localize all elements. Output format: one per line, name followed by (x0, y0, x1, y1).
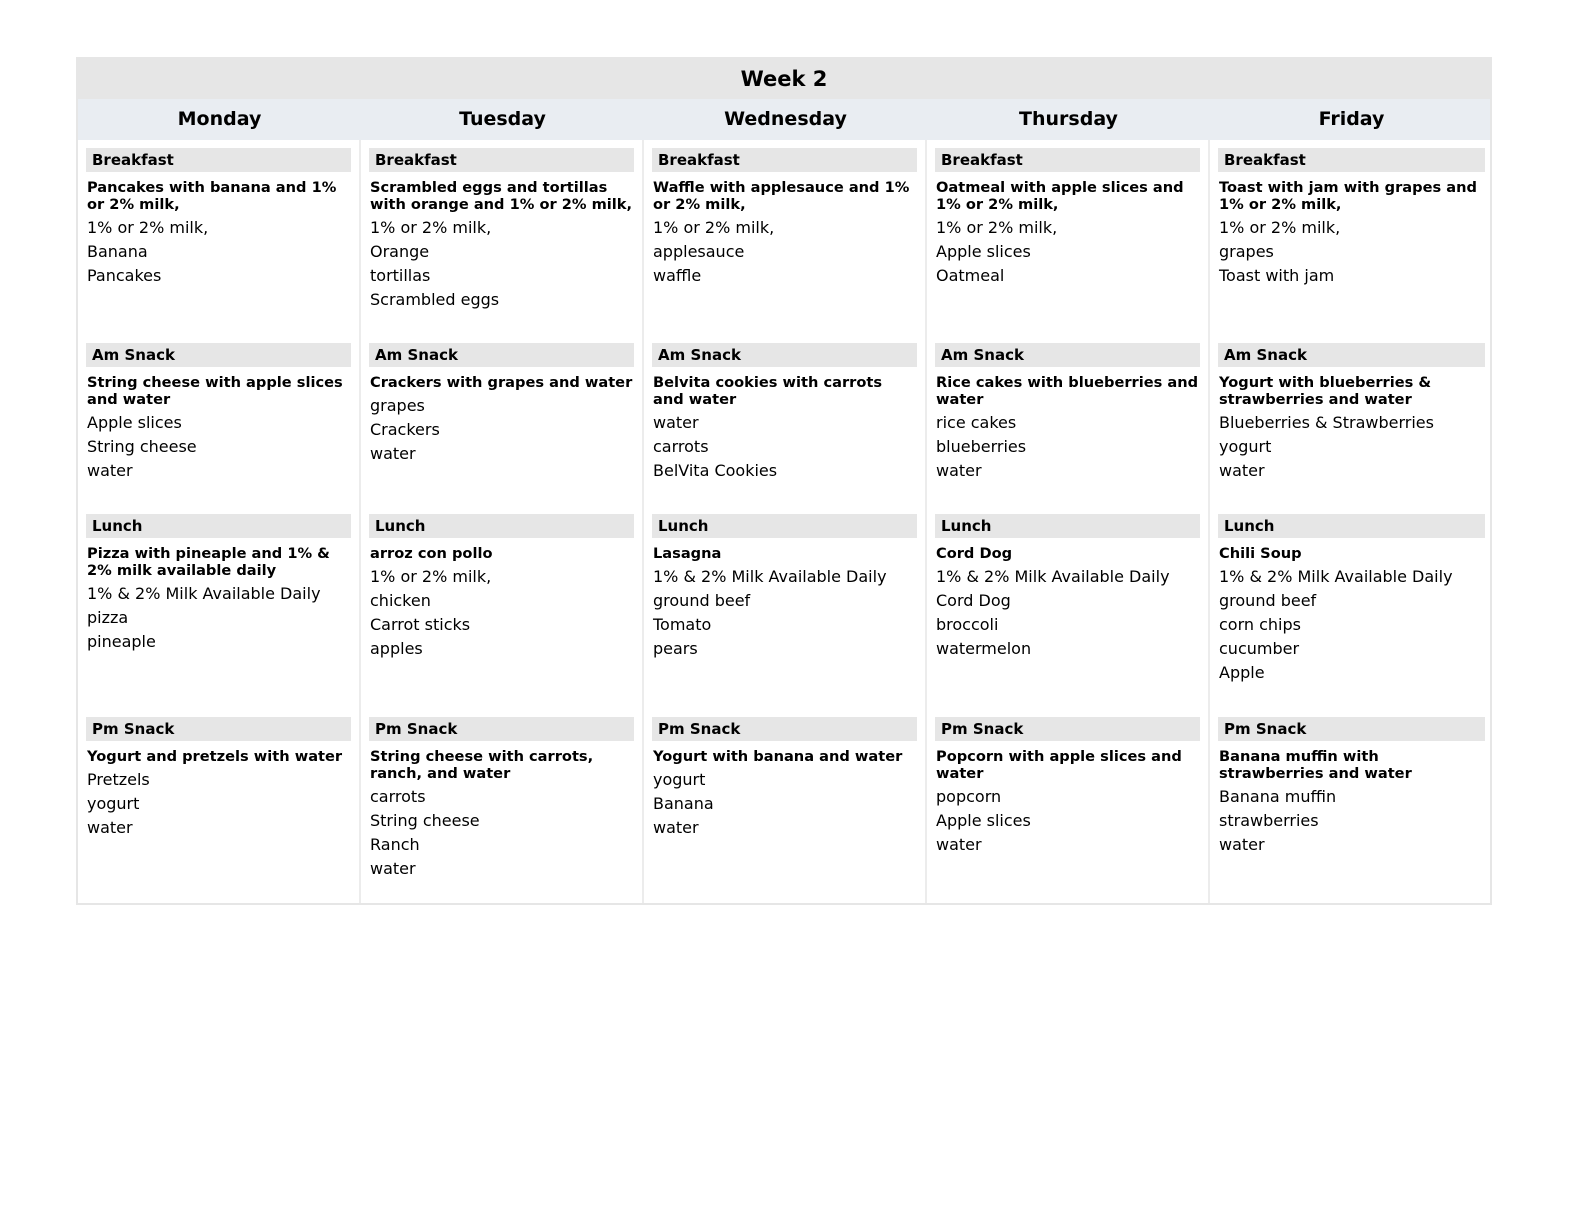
meal-item: applesauce (653, 242, 745, 261)
meal-item: Banana muffin (1219, 787, 1337, 806)
meal-title: Oatmeal with apple slices and 1% or 2% milk, (936, 179, 1184, 213)
meal-item: 1% or 2% milk, (87, 218, 209, 237)
meal-item: water (653, 818, 699, 837)
meal-block-am-snack (369, 343, 634, 466)
meal-item: grapes (370, 396, 425, 415)
meal-label: Pm Snack (1218, 717, 1485, 741)
meal-item: yogurt (87, 794, 140, 813)
meal-label: Am Snack (652, 343, 917, 367)
meal-block-lunch (1218, 514, 1485, 685)
meal-item: BelVita Cookies (653, 461, 778, 480)
meal-items-list (1218, 411, 1485, 483)
meal-title: Banana muffin with strawberries and water (1219, 748, 1412, 782)
meal-item: water (1219, 835, 1265, 854)
day-column-friday (1210, 140, 1493, 903)
meal-items-list (935, 565, 1200, 661)
meal-item: water (87, 818, 133, 837)
meal-items-list (86, 216, 351, 288)
meal-item: popcorn (936, 787, 1002, 806)
meal-item: rice cakes (936, 413, 1017, 432)
meal-item: Scrambled eggs (370, 290, 500, 309)
meal-items-list (86, 582, 351, 654)
meal-items-list (1218, 565, 1485, 685)
meal-title: Chili Soup (1219, 545, 1302, 562)
meal-title: Rice cakes with blueberries and water (936, 374, 1199, 408)
meal-item: Banana (87, 242, 148, 261)
meal-label: Breakfast (935, 148, 1200, 172)
meal-block-pm-snack (369, 717, 634, 881)
meal-label: Lunch (652, 514, 917, 538)
meal-items-list (86, 411, 351, 483)
meal-block-am-snack (86, 343, 351, 483)
day-column-wednesday (644, 140, 927, 903)
meal-items-list (935, 216, 1200, 288)
meal-item: water (370, 444, 416, 463)
meal-title: Yogurt and pretzels with water (87, 748, 343, 765)
weekly-menu-table (76, 57, 1492, 905)
meal-item: cucumber (1219, 639, 1300, 658)
meal-title: Belvita cookies with carrots and water (653, 374, 883, 408)
meal-label: Pm Snack (652, 717, 917, 741)
meal-title: Pizza with pineaple and 1% & 2% milk available daily (87, 545, 330, 579)
meal-items-list (1218, 785, 1485, 857)
meal-label: Lunch (1218, 514, 1485, 538)
day-header-friday: Friday (1318, 108, 1385, 130)
meal-item: 1% or 2% milk, (370, 567, 492, 586)
meal-item: String cheese (370, 811, 480, 830)
meal-title: Popcorn with apple slices and water (936, 748, 1182, 782)
meal-item: Blueberries & Strawberries (1219, 413, 1434, 432)
day-column-monday (78, 140, 361, 903)
meal-item: 1% or 2% milk, (653, 218, 775, 237)
meal-label: Am Snack (86, 343, 351, 367)
meal-item: pizza (87, 608, 129, 627)
meal-item: 1% or 2% milk, (1219, 218, 1341, 237)
meal-item: pineaple (87, 632, 156, 651)
meal-item: Oatmeal (936, 266, 1005, 285)
meal-block-am-snack (1218, 343, 1485, 483)
meal-item: pears (653, 639, 698, 658)
meal-items-list (369, 785, 634, 881)
meal-item: water (87, 461, 133, 480)
meal-title: Yogurt with banana and water (653, 748, 903, 765)
meal-title: Waffle with applesauce and 1% or 2% milk, (653, 179, 910, 213)
meal-item: Crackers (370, 420, 440, 439)
meal-item: tortillas (370, 266, 431, 285)
meal-label: Breakfast (652, 148, 917, 172)
meal-item: Apple slices (936, 811, 1031, 830)
meal-block-pm-snack (1218, 717, 1485, 857)
meal-items-list (369, 216, 634, 312)
meal-item: ground beef (1219, 591, 1317, 610)
meal-label: Lunch (369, 514, 634, 538)
meal-item: chicken (370, 591, 431, 610)
meal-label: Breakfast (369, 148, 634, 172)
meal-item: water (370, 859, 416, 878)
meal-item: corn chips (1219, 615, 1301, 634)
meal-title: String cheese with carrots, ranch, and water (370, 748, 594, 782)
meal-item: Ranch (370, 835, 420, 854)
day-header-thursday: Thursday (1019, 108, 1118, 130)
meal-items-list (935, 785, 1200, 857)
meal-item: water (653, 413, 699, 432)
meal-item: grapes (1219, 242, 1274, 261)
meal-title: Lasagna (653, 545, 722, 562)
meal-title: Pancakes with banana and 1% or 2% milk, (87, 179, 337, 213)
meal-items-list (652, 768, 917, 840)
meal-item: String cheese (87, 437, 197, 456)
meal-item: Toast with jam (1219, 266, 1335, 285)
meal-item: water (936, 461, 982, 480)
days-grid (78, 140, 1490, 903)
meal-item: Orange (370, 242, 430, 261)
meal-item: watermelon (936, 639, 1032, 658)
meal-block-pm-snack (935, 717, 1200, 857)
day-column-thursday (927, 140, 1210, 903)
meal-item: Banana (653, 794, 714, 813)
meal-item: 1% & 2% Milk Available Daily (653, 567, 887, 586)
meal-label: Am Snack (369, 343, 634, 367)
meal-block-am-snack (652, 343, 917, 483)
meal-block-breakfast (86, 148, 351, 288)
meal-item: blueberries (936, 437, 1027, 456)
meal-item: Tomato (653, 615, 712, 634)
meal-item: yogurt (1219, 437, 1272, 456)
meal-item: 1% & 2% Milk Available Daily (936, 567, 1170, 586)
meal-title: Yogurt with blueberries & strawberries and water (1219, 374, 1432, 408)
meal-item: water (1219, 461, 1265, 480)
meal-item: 1% & 2% Milk Available Daily (87, 584, 321, 603)
meal-block-am-snack (935, 343, 1200, 483)
meal-label: Lunch (86, 514, 351, 538)
meal-block-pm-snack (652, 717, 917, 840)
meal-items-list (369, 565, 634, 661)
meal-item: Carrot sticks (370, 615, 471, 634)
meal-items-list (652, 216, 917, 288)
meal-label: Pm Snack (86, 717, 351, 741)
meal-item: 1% & 2% Milk Available Daily (1219, 567, 1453, 586)
day-header-row (78, 99, 1490, 140)
meal-label: Breakfast (1218, 148, 1485, 172)
meal-title: Cord Dog (936, 545, 1013, 562)
meal-items-list (369, 394, 634, 466)
meal-block-breakfast (935, 148, 1200, 288)
meal-title: arroz con pollo (370, 545, 493, 562)
meal-label: Pm Snack (935, 717, 1200, 741)
meal-block-breakfast (1218, 148, 1485, 288)
meal-block-lunch (652, 514, 917, 661)
meal-item: yogurt (653, 770, 706, 789)
meal-block-lunch (935, 514, 1200, 661)
meal-items-list (935, 411, 1200, 483)
meal-item: ground beef (653, 591, 751, 610)
day-header-wednesday: Wednesday (724, 108, 847, 130)
meal-item: 1% or 2% milk, (936, 218, 1058, 237)
meal-block-pm-snack (86, 717, 351, 840)
day-header-monday: Monday (177, 108, 262, 130)
meal-item: water (936, 835, 982, 854)
meal-item: carrots (370, 787, 426, 806)
meal-item: Apple slices (936, 242, 1031, 261)
meal-title: Crackers with grapes and water (370, 374, 633, 391)
week-title: Week 2 (78, 59, 1490, 99)
meal-label: Breakfast (86, 148, 351, 172)
meal-item: apples (370, 639, 423, 658)
meal-item: Cord Dog (936, 591, 1011, 610)
meal-block-lunch (369, 514, 634, 661)
meal-item: waffle (653, 266, 702, 285)
meal-item: strawberries (1219, 811, 1319, 830)
meal-item: carrots (653, 437, 709, 456)
day-header-tuesday: Tuesday (459, 108, 546, 130)
meal-label: Am Snack (1218, 343, 1485, 367)
day-column-tuesday (361, 140, 644, 903)
meal-block-breakfast (652, 148, 917, 288)
meal-item: 1% or 2% milk, (370, 218, 492, 237)
meal-item: Apple (1219, 663, 1265, 682)
meal-title: Toast with jam with grapes and 1% or 2% milk, (1219, 179, 1477, 213)
meal-label: Pm Snack (369, 717, 634, 741)
meal-items-list (1218, 216, 1485, 288)
meal-items-list (652, 411, 917, 483)
meal-item: Apple slices (87, 413, 182, 432)
meal-block-lunch (86, 514, 351, 654)
meal-item: Pancakes (87, 266, 162, 285)
meal-item: Pretzels (87, 770, 150, 789)
meal-title: Scrambled eggs and tortillas with orange and 1% or 2% milk, (370, 179, 633, 213)
meal-item: broccoli (936, 615, 999, 634)
meal-title: String cheese with apple slices and water (87, 374, 343, 408)
meal-label: Lunch (935, 514, 1200, 538)
meal-items-list (652, 565, 917, 661)
meal-items-list (86, 768, 351, 840)
meal-label: Am Snack (935, 343, 1200, 367)
meal-block-breakfast (369, 148, 634, 312)
